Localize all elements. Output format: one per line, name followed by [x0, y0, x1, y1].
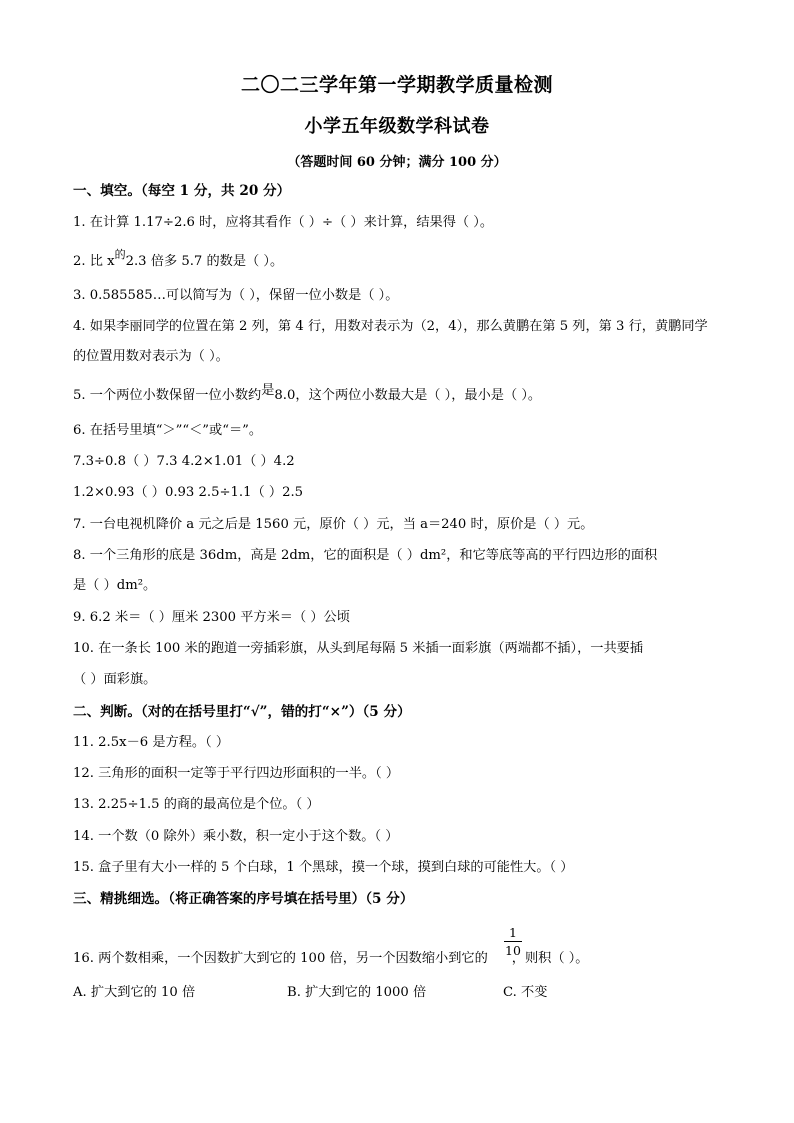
- question-5-superscript: 是: [261, 383, 275, 398]
- question-4-line-2: 的位置用数对表示为（ ）。: [73, 349, 229, 364]
- question-11: 11. 2.5x－6 是方程。（ ）: [73, 735, 230, 750]
- question-8-line-2: 是（ ）dm²。: [73, 578, 157, 593]
- question-16-text-b: ，则积（ ）。: [511, 951, 589, 966]
- question-16-option-c: C. 不变: [503, 985, 548, 1000]
- exam-title: 二〇二三学年第一学期教学质量检测: [240, 74, 553, 96]
- question-3: 3. 0.585585…可以简写为（ ），保留一位小数是（ ）。: [73, 288, 399, 303]
- question-7: 7. 一台电视机降价 a 元之后是 1560 元，原价（ ）元，当 a＝240 时，原价是（ ）元。: [73, 517, 594, 532]
- question-6: 6. 在括号里填“＞”“＜”或“＝”。: [73, 423, 263, 438]
- question-5-text-a: 5. 一个两位小数保留一位小数约: [73, 388, 262, 403]
- section-2-heading: 二、判断。（对的在括号里打“√”，错的打“×”）（5 分）: [73, 704, 411, 720]
- question-2: [73, 248, 284, 270]
- question-16-text-a: 16. 两个数相乘，一个因数扩大到它的 100 倍，另一个因数缩小到它的: [73, 951, 488, 966]
- question-12: 12. 三角形的面积一定等于平行四边形面积的一半。（ ）: [73, 766, 400, 781]
- question-9: 9. 6.2 米＝（ ）厘米 2300 平方米＝（ ）公顷: [73, 610, 350, 625]
- question-16-option-b: B. 扩大到它的 1000 倍: [287, 985, 427, 1000]
- question-14: 14. 一个数（0 除外）乘小数，积一定小于这个数。（ ）: [73, 829, 399, 844]
- question-16-fraction: [502, 925, 524, 958]
- question-5-text-b: 8.0，这个两位小数最大是（ ），最小是（ ）。: [274, 388, 542, 403]
- section-3-heading: 三、精挑细选。（将正确答案的序号填在括号里）（5 分）: [73, 891, 414, 907]
- question-6-row-2: 1.2×0.93（ ）0.93 2.5÷1.1（ ）2.5: [73, 485, 304, 500]
- question-10-line-2: （ ）面彩旗。: [73, 672, 157, 687]
- question-1: 1. 在计算 1.17÷2.6 时，应将其看作（ ）÷（ ）来计算，结果得（ ）。: [73, 215, 494, 230]
- exam-info: （答题时间 60 分钟；满分 100 分）: [287, 155, 507, 170]
- section-1-heading: 一、填空。（每空 1 分，共 20 分）: [73, 183, 291, 199]
- question-10-line-1: 10. 在一条长 100 米的跑道一旁插彩旗，从头到尾每隔 5 米插一面彩旗（两端都不插），一共要插: [73, 641, 644, 656]
- question-2-text-a: 2. 比 x: [73, 254, 115, 269]
- question-16-option-a: A. 扩大到它的 10 倍: [73, 985, 196, 1000]
- fraction-bar: [504, 941, 522, 942]
- exam-subtitle: 小学五年级数学科试卷: [304, 116, 490, 137]
- question-6-row-1: 7.3÷0.8（ ）7.3 4.2×1.01（ ）4.2: [73, 454, 295, 469]
- question-13: 13. 2.25÷1.5 的商的最高位是个位。（ ）: [73, 797, 320, 812]
- fraction-numerator: 1: [509, 925, 517, 940]
- question-2-text-b: 2.3 倍多 5.7 的数是（ ）。: [125, 254, 284, 269]
- fraction-denominator: 10: [505, 943, 521, 958]
- question-2-superscript: 的: [114, 248, 126, 261]
- question-8-line-1: 8. 一个三角形的底是 36dm，高是 2dm，它的面积是（ ）dm²，和它等底等高的平行四边形的面积: [73, 548, 658, 563]
- question-15: 15. 盒子里有大小一样的 5 个白球，1 个黑球，摸一个球，摸到白球的可能性大。（ ）: [73, 860, 574, 875]
- question-4-line-1: 4. 如果李丽同学的位置在第 2 列，第 4 行，用数对表示为（2，4），那么黄鹏在第 5 列，第 3 行，黄鹏同学: [73, 319, 708, 334]
- question-5: [73, 383, 542, 404]
